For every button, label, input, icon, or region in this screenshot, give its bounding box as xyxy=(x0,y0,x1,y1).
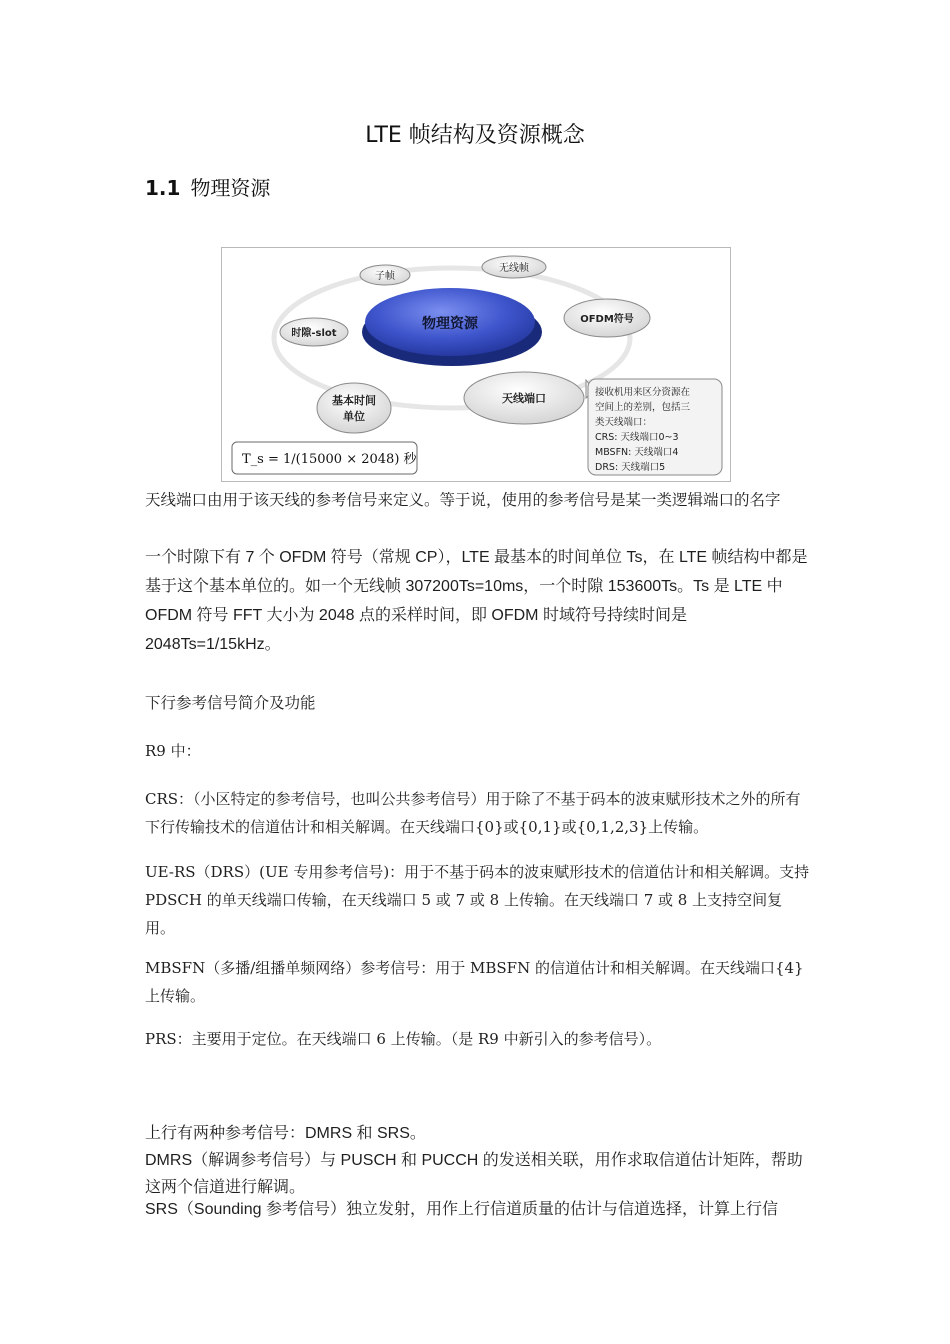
center-label: 物理资源 xyxy=(422,316,478,332)
paragraph-srs: SRS（Sounding 参考信号）独立发射，用作上行信道质量的估计与信道选择，计算上行信 xyxy=(145,1201,778,1218)
diagram-svg xyxy=(222,248,730,481)
paragraph-r9: R9 中： xyxy=(145,742,201,760)
label-ofdm-symbol: OFDM符号 xyxy=(580,314,634,325)
callout-line-4: CRS: 天线端口0~3 xyxy=(595,432,679,443)
bubble-basic-time-unit xyxy=(317,383,391,433)
section-title: 物理资源 xyxy=(190,176,271,200)
document-title: LTE 帧结构及资源概念 xyxy=(365,123,585,148)
section-number: 1.1 xyxy=(145,176,181,200)
label-radio-frame: 无线帧 xyxy=(499,263,529,274)
paragraph-crs: CRS：（小区特定的参考信号，也叫公共参考信号）用于除了不基于码本的波束赋形技术之外的所有下行传输技术的信道估计和相关解调。在天线端口{0}或{0,1}或{0,1,2,3}上传输。 xyxy=(145,790,801,836)
callout-line-2: 空间上的差别，包括三 xyxy=(595,402,691,413)
callout-line-3: 类天线端口： xyxy=(595,417,653,428)
paragraph-mbsfn: MBSFN（多播/组播单频网络）参考信号：用于 MBSFN 的信道估计和相关解调。在天线端口{4}上传输。 xyxy=(145,959,804,1005)
paragraph-downlink-rs-heading: 下行参考信号简介及功能 xyxy=(145,694,316,712)
paragraph-dmrs: DMRS（解调参考信号）与 PUSCH 和 PUCCH 的发送相关联，用作求取信道估计矩阵，帮助这两个信道进行解调。 xyxy=(145,1152,803,1196)
section-heading xyxy=(145,172,270,201)
callout-line-1: 接收机用来区分资源在 xyxy=(595,387,691,398)
paragraph-ue-rs: UE-RS（DRS）(UE 专用参考信号)：用于不基于码本的波束赋形技术的信道估计和相关解调。支持 PDSCH 的单天线端口传输，在天线端口 5 或 7 或 8 上传输。在天线端口 7 或 8 上支持空间复用。 xyxy=(145,863,810,937)
callout-line-6: DRS: 天线端口5 xyxy=(595,462,666,473)
paragraph-time-unit: 一个时隙下有 7 个 OFDM 符号（常规 CP），LTE 最基本的时间单位 Ts，在 LTE 帧结构中都是基于这个基本单位的。如一个无线帧 307200Ts=10ms，一个时隙 153600Ts。Ts 是 LTE 中 OFDM 符号 FFT 大小为 2048 点的采样时间，即 OFDM 时域符号持续时间是 2048Ts=1/15kHz。 xyxy=(145,549,808,653)
label-slot: 时隙-slot xyxy=(291,328,337,339)
formula-text: T_s = 1/(15000 × 2048) 秒 xyxy=(242,452,417,467)
paragraph-prs: PRS：主要用于定位。在天线端口 6 上传输。（是 R9 中新引入的参考信号）。 xyxy=(145,1030,662,1048)
physical-resource-diagram xyxy=(221,247,731,482)
label-subframe: 子帧 xyxy=(375,271,395,282)
label-antenna-port: 天线端口 xyxy=(502,392,546,405)
paragraph-uplink-rs: 上行有两种参考信号：DMRS 和 SRS。 xyxy=(145,1125,426,1142)
label-time-unit-line1: 基本时间 xyxy=(332,394,376,407)
paragraph-antenna-port-def: 天线端口由用于该天线的参考信号来定义。等于说，使用的参考信号是某一类逻辑端口的名字 xyxy=(145,491,781,509)
callout-line-5: MBSFN: 天线端口4 xyxy=(595,447,679,458)
label-time-unit-line2: 单位 xyxy=(343,410,365,423)
